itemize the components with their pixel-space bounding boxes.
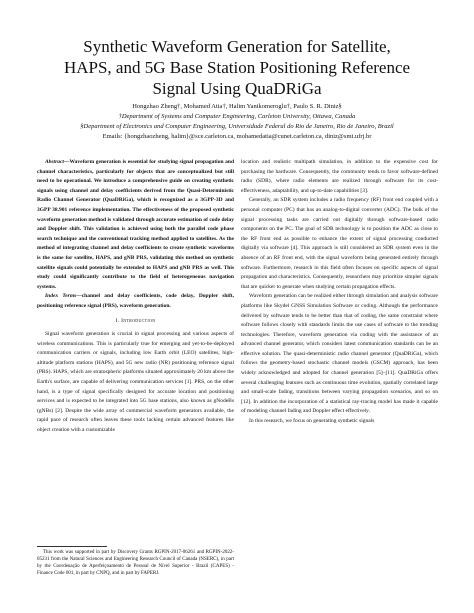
title-line: Signal Using QuaDRiGa [152, 79, 322, 98]
author-names: Hongzhao Zheng†, Mohamed Atia†, Halim Yanikomeroglu†, Paulo S. R. Diniz§ [132, 103, 342, 110]
title-line: Synthetic Waveform Generation for Satellite, [83, 37, 391, 56]
author-block [0, 102, 474, 142]
paper-title [40, 36, 434, 99]
body-paragraph: Generally, an SDR system includes a radio frequency (RF) front end coupled with a personal computer (PC) that has an analog-to-digital converter (ADC). The bulk of the signal processing tasks are carried out digitally through software-based radio components on the PC. The goal of SDR technology is to position the ADC as close to the RF front end as possible to enhance the extent of signal processing conducted digitally via software [4]. This approach is still considered an SDR system even in the absence of an RF front end, with the signal waveform being generated entirely through software. Furthermore, research in this field often focuses on specific aspects of signal propagation and characteristics. Consequently, researchers may prioritize simpler signals that are quicker to generate when studying certain propagation effects. [241, 197, 438, 290]
affiliation-line: †Department of Systems and Computer Engineering, Carleton University, Ottawa, Canada [118, 113, 356, 120]
index-terms [37, 292, 234, 311]
section-heading: I. Introduction [115, 317, 156, 324]
right-column [241, 158, 438, 427]
index-terms-text: —channel and delay coefficients, code delay, Doppler shift, positioning reference signal (PRS), waveform generation. [37, 293, 234, 309]
body-paragraph: Waveform generation can be realized either through simulation and analysis software platforms like Skydel GNSS Simulation Software or coding. Although the performance delivered by software tends to be better than that of coding, the same constraint where software follows closely with standards limits the use cases of software to the trending technologies. Therefore, waveform generation via coding with the assistance of an advanced channel generator, which considers latest communication standards can be an effective solution. The quasi-deterministic radio channel generator (QuaDRiGa), which follows the geometry-based stochastic channel models (GSCM) approach, has been widely acknowledged and adopted for channel generation [5]–[11]. QuaDRiGa offers several challenging features such as continuous time evolution, spatially correlated large and small-scale fading, transitions between varying propagation scenarios, and so on [12]. In addition the incorporation of a statistical ray-tracing model has made it capable of modeling channel fading and Doppler effect effectively. [241, 293, 438, 415]
body-paragraph: In this research, we focus on generating synthetic signals [249, 418, 375, 425]
author-emails: Emails: {hongzhaozheng, halim}@sce.carleton.ca, mohamedatia@cunet.carleton.ca, diniz@smt.ufrj.br [102, 133, 372, 140]
funding-footnote: This work was supported in part by Discovery Grants RGPIN-2017-06261 and RGPIN-2022-05231 from the Natural Sciences and Engineering Research Council of Canada (NSERC), in part by the Coordenação de Aperfeiçoamento de Pessoal de Nível Superior - Brazil (CAPES) - Finance Code 001, in part by CNPQ, and in part by FAPERJ. [37, 550, 234, 577]
footnote-divider [37, 546, 107, 547]
body-paragraph: location and realistic multipath simulation, in addition to the expensive cost for purchasing the hardware. Consequently, the community tends to favor software-defined radio (SDR), where radio elements are realized through software for its cost-effectiveness, adaptability, and up-to-date capabilities [3]. [241, 159, 438, 194]
index-terms-label: Index Terms [45, 293, 77, 300]
body-paragraph: Signal waveform generation is crucial in signal processing and various aspects of wireless communications. This is particularly true for emerging and yet-to-be-deployed communication carriers or signals, including low Earth orbit (LEO) satellites, high-altitude platform stations (HAPS), and 5G new radio (NR) positioning reference signal (PRS). HAPS, which are stratospheric platforms situated approximately 20 km above the Earth's surface, are capable of delivering communication services [1]. PRS, on the other hand, is a type of signal specifically designed for accurate location and positioning services and is expected to be integrated into 5G base stations, also known as gNodeBs (gNBs) [2]. Despite the wide array of commercial waveform generators available, the rapid pace of research often leaves these tools lacking certain advanced features like object creation with a customizable [37, 331, 234, 434]
abstract-label: Abstract [45, 159, 64, 165]
abstract-text: —Waveform generation is essential for studying signal propagation and channel characteristics, particularly for objects that are conceptualized but still need to be operational. We introduce a comprehensive guide on creating synthetic signals using channel and delay coefficients derived from the Quasi-Deterministic Radio Channel Generator (QuaDRiGa), which is recognized as a 3GPP-3D and 3GPP 38.901 reference implementation. The effectiveness of the proposed synthetic waveform generation method is validated through accurate estimation of code delay and Doppler shift. This validation is achieved using both the parallel code phase search technique and the conventional tracking method applied to satellites. As the method of integrating channel and delay coefficients to create synthetic waveforms is the same for satellite, HAPS, and gNB PRS, validating this method on synthetic satellite signals could potentially be extended to HAPS and gNB PRS as well. This study could significantly contribute to the field of heterogeneous navigation systems. [37, 159, 234, 290]
affiliation-line: §Department of Electronics and Computer Engineering, Universidade Federal do Rio de Janeiro, Rio de Janeiro, Brazil [80, 123, 394, 130]
left-column [37, 158, 234, 436]
abstract [37, 158, 234, 292]
title-line: HAPS, and 5G Base Station Positioning Reference [63, 58, 411, 77]
